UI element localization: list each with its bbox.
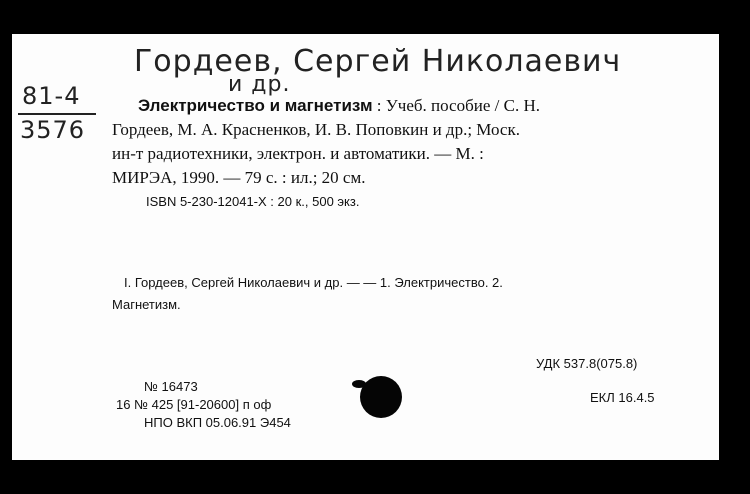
- catalog-card: [12, 34, 719, 460]
- print-number: № 16473: [144, 379, 198, 394]
- tracing-line-2: Магнетизм.: [112, 297, 181, 312]
- ink-blot: [360, 376, 402, 418]
- handwritten-shelf-code-top: 81-4: [22, 82, 81, 110]
- ekl-code: ЕКЛ 16.4.5: [590, 390, 655, 405]
- handwritten-author-suffix: и др.: [228, 72, 291, 97]
- entry-line-4: МИРЭА, 1990. — 79 с. : ил.; 20 см.: [112, 168, 366, 187]
- isbn-line: ISBN 5-230-12041-X : 20 к., 500 экз.: [146, 194, 360, 209]
- entry-line-1: [138, 96, 540, 116]
- tracing-line-1: I. Гордеев, Сергей Николаевич и др. — — 1. Электричество. 2.: [124, 275, 503, 290]
- handwritten-shelf-code-bottom: 3576: [20, 116, 86, 144]
- ink-blot-tail: [352, 380, 366, 388]
- print-org: НПО ВКП 05.06.91 Э454: [144, 415, 291, 430]
- entry-line-1-rest: : Учеб. пособие / С. Н.: [376, 96, 540, 115]
- entry-line-2: Гордеев, М. А. Красненков, И. В. Поповкин и др.; Моск.: [112, 120, 520, 139]
- book-title: Электричество и магнетизм: [138, 96, 373, 115]
- shelf-code-divider: [18, 113, 96, 115]
- handwritten-author-name: Гордеев, Сергей Николаевич: [134, 44, 622, 79]
- print-order: 16 № 425 [91-20600] п оф: [116, 397, 272, 412]
- udk-code: УДК 537.8(075.8): [536, 356, 638, 371]
- entry-line-3: ин-т радиотехники, электрон. и автоматики. — М. :: [112, 144, 484, 163]
